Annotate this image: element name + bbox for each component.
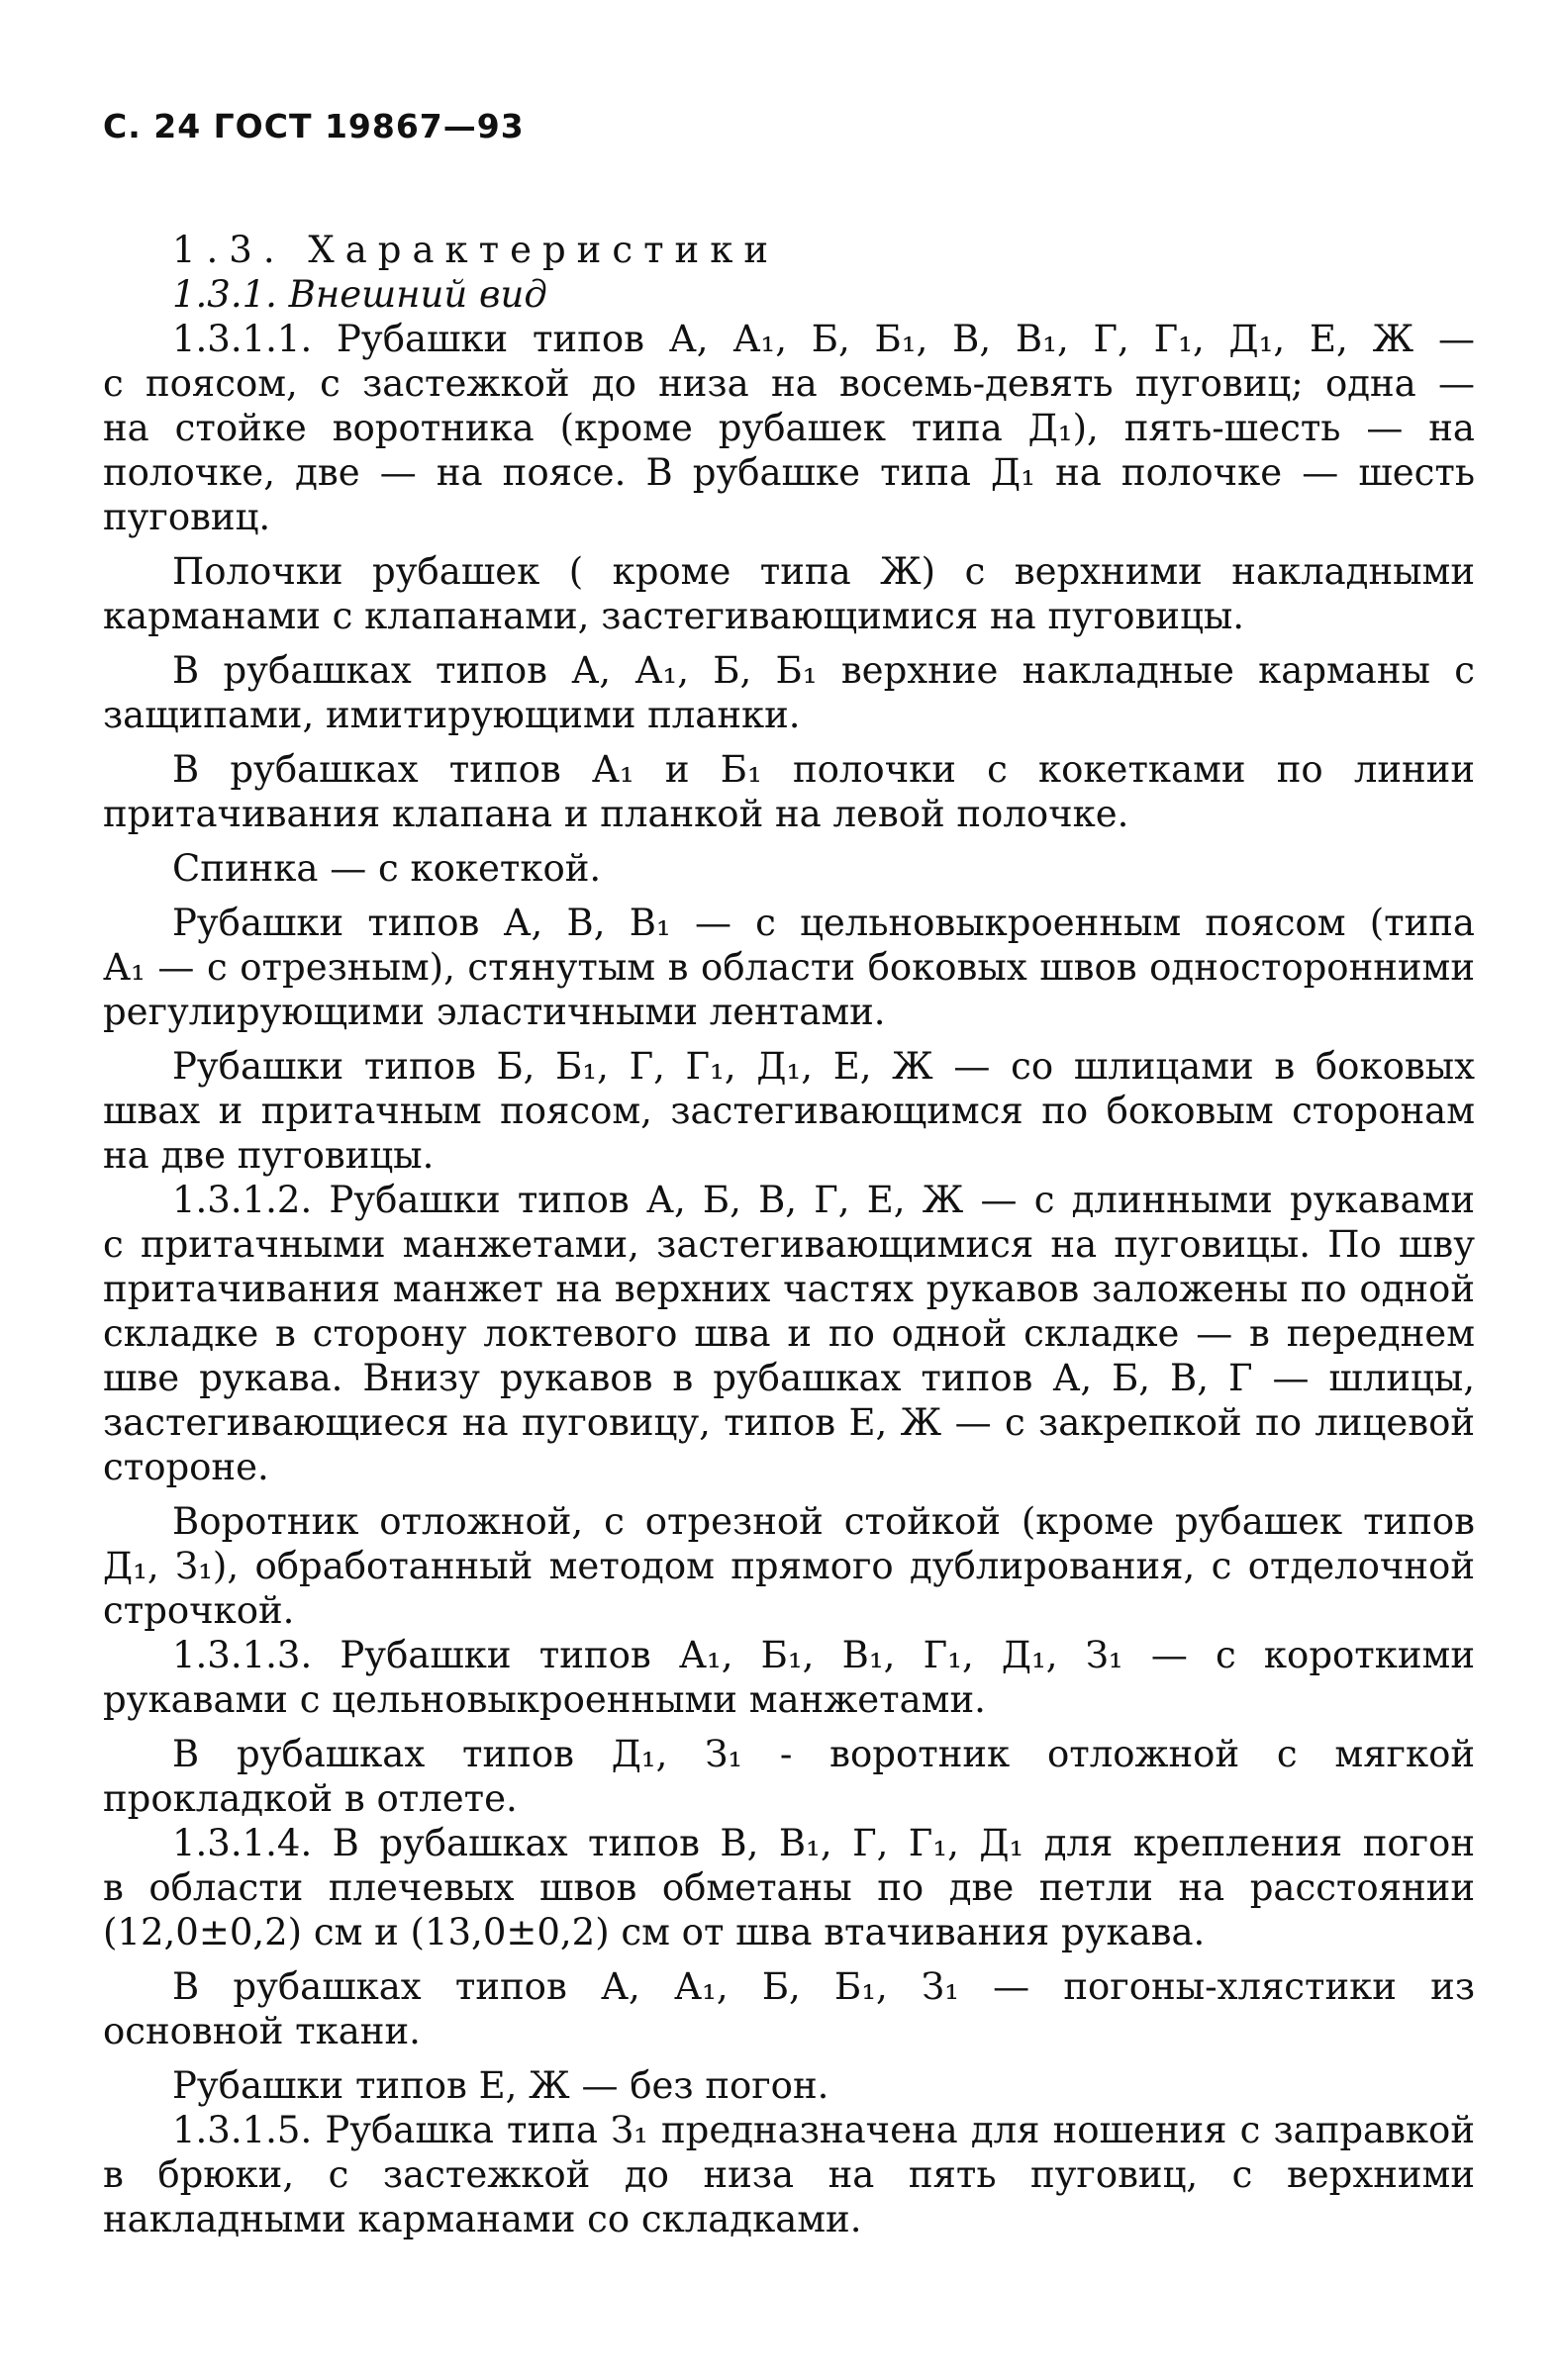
text-line: Рубашки типов Б, Б₁, Г, Г₁, Д₁, Е, Ж — со шлицами в боковых — [172, 1045, 1475, 1088]
text-line: защипами, имитирующими планки. — [103, 694, 801, 736]
text-line: основной ткани. — [103, 2010, 421, 2052]
text-line: Спинка — с кокеткой. — [172, 847, 602, 890]
text-line: 1.3.1.3. Рубашки типов А₁, Б₁, В₁, Г₁, Д₁, З₁ — с короткими — [172, 1634, 1475, 1676]
text-line: карманами с клапанами, застегивающимися на пуговицы. — [103, 595, 1245, 637]
text-line: в области плечевых швов обметаны по две петли на расстоянии — [103, 1866, 1475, 1909]
text-line: 1.3.1.4. В рубашках типов В, В₁, Г, Г₁, Д₁ для крепления погон — [172, 1822, 1475, 1864]
text-line: пуговиц. — [103, 496, 271, 538]
running-header: С. 24 ГОСТ 19867—93 — [103, 107, 525, 145]
document-body — [103, 228, 1475, 2241]
text-line: строчкой. — [103, 1589, 295, 1632]
text-line: Рубашки типов А, В, В₁ — с цельновыкроенным поясом (типа — [172, 902, 1475, 944]
text-line: швах и притачным поясом, застегивающимся по боковым сторонам — [103, 1090, 1475, 1132]
text-line: 1.3.1. Внешний вид — [172, 273, 547, 316]
text-line: 1.3.1.5. Рубашка типа З₁ предназначена для ношения с заправкой — [172, 2109, 1475, 2151]
text-line: с поясом, с застежкой до низа на восемь-девять пуговиц; одна — — [103, 362, 1475, 405]
text-line: Полочки рубашек ( кроме типа Ж) с верхними накладными — [172, 550, 1475, 593]
text-line: 1.3. Характеристики — [172, 229, 779, 271]
text-line: (12,0±0,2) см и (13,0±0,2) см от шва втачивания рукава. — [103, 1911, 1206, 1953]
text-line: складке в сторону локтевого шва и по одной складке — в переднем — [103, 1312, 1475, 1355]
text-line: в брюки, с застежкой до низа на пять пуговиц, с верхними — [103, 2153, 1475, 2196]
text-line: регулирующими эластичными лентами. — [103, 991, 886, 1033]
text-line: полочке, две — на поясе. В рубашке типа Д₁ на полочке — шесть — [103, 451, 1475, 494]
text-line: с притачными манжетами, застегивающимися на пуговицы. По шву — [103, 1223, 1475, 1266]
text-line: накладными карманами со складками. — [103, 2198, 862, 2240]
text-line: прокладкой в отлете. — [103, 1777, 518, 1820]
text-line: притачивания манжет на верхних частях рукавов заложены по одной — [103, 1268, 1475, 1310]
text-line: 1.3.1.2. Рубашки типов А, Б, В, Г, Е, Ж — с длинными рукавами — [172, 1179, 1475, 1221]
text-line: 1.3.1.1. Рубашки типов А, А₁, Б, Б₁, В, В₁, Г, Г₁, Д₁, Е, Ж — — [172, 318, 1475, 360]
text-line: на две пуговицы. — [103, 1134, 435, 1177]
text-line: В рубашках типов Д₁, З₁ - воротник отложной с мягкой — [172, 1733, 1475, 1775]
text-line: В рубашках типов А, А₁, Б, Б₁ верхние накладные карманы с — [172, 649, 1475, 692]
text-line: Рубашки типов Е, Ж — без погон. — [172, 2064, 829, 2107]
text-line: Д₁, З₁), обработанный методом прямого дублирования, с отделочной — [103, 1545, 1475, 1587]
text-line: стороне. — [103, 1446, 269, 1488]
text-line: на стойке воротника (кроме рубашек типа Д₁), пять-шесть — на — [103, 407, 1475, 449]
text-line: шве рукава. Внизу рукавов в рубашках типов А, Б, В, Г — шлицы, — [103, 1357, 1475, 1399]
text-line: Воротник отложной, с отрезной стойкой (кроме рубашек типов — [172, 1500, 1475, 1543]
text-line: В рубашках типов А, А₁, Б, Б₁, З₁ — погоны-хлястики из — [172, 1965, 1475, 2008]
text-line: В рубашках типов А₁ и Б₁ полочки с кокетками по линии — [172, 748, 1475, 791]
text-line: притачивания клапана и планкой на левой полочке. — [103, 793, 1129, 835]
text-line: застегивающиеся на пуговицу, типов Е, Ж — с закрепкой по лицевой — [103, 1401, 1475, 1444]
text-line: рукавами с цельновыкроенными манжетами. — [103, 1678, 986, 1721]
text-line: А₁ — с отрезным), стянутым в области боковых швов односторонними — [103, 946, 1475, 989]
